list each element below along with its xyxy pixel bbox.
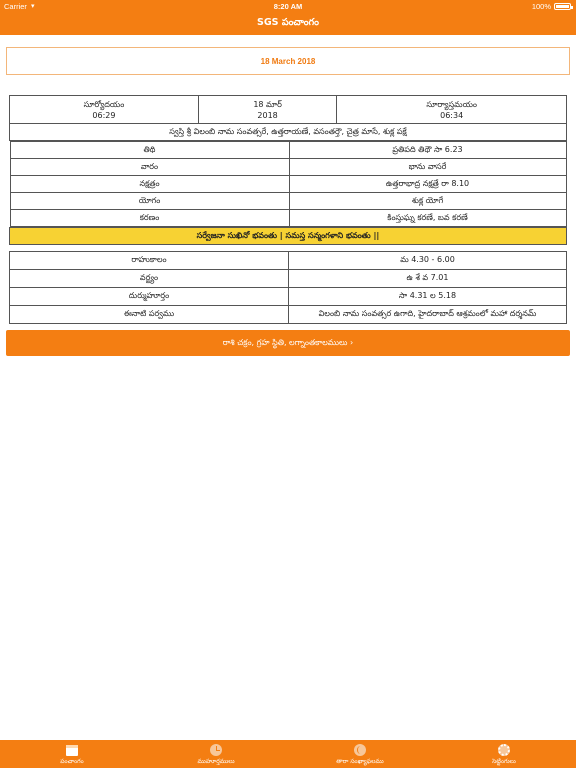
status-bar [0, 0, 576, 13]
blessing-text: సర్వేజనా సుఖినో భవంతు | సమస్త సన్మంగళాని భవంతు || [10, 228, 567, 245]
tithi-label: తిథి [10, 142, 289, 159]
karanam-value: కింస్తుఘ్న కరణే, బవ కరణే [289, 210, 566, 227]
durmuhurtam-value: సా 4.31 ల 5.18 [289, 288, 567, 306]
vaaram-value: భాను వాసరే [289, 159, 566, 176]
tab-settings-label: సెట్టింగులు [492, 758, 516, 765]
panchang-row [10, 141, 567, 228]
app-title: SGS పంచాంగం [257, 17, 319, 28]
battery-percent: 100% [531, 2, 551, 11]
rahukalam-value: మ 4.30 - 6.00 [289, 252, 567, 270]
battery-icon [554, 3, 571, 10]
nakshatram-label: నక్షత్రం [10, 176, 289, 193]
telugu-date-day: 18 మార్ [253, 99, 282, 109]
yogam-value: శుక్ల యోగే [289, 193, 566, 210]
samvatsaram-row [10, 124, 567, 141]
sunset-label: సూర్యాస్తమయం [426, 99, 477, 109]
tab-panchangam-label: పంచాంగం [60, 758, 84, 765]
karanam-label: కరణం [10, 210, 289, 227]
carrier-label: Carrier [4, 2, 27, 11]
festival-value: విలంబి నామ సంవత్సర ఉగాది, హైదరాబాద్ ఆశ్రమంలో మహా దర్శనమ్ [289, 306, 567, 324]
nav-bar [0, 13, 576, 35]
vaaram-label: వారం [10, 159, 289, 176]
varjyam-value: ఉ శే వ 7.01 [289, 270, 567, 288]
date-selector[interactable]: 18 March 2018 [6, 47, 570, 75]
tab-tara-sankhya[interactable] [288, 740, 432, 768]
tab-settings[interactable] [432, 740, 576, 768]
yogam-label: యోగం [10, 193, 289, 210]
gear-icon [497, 743, 511, 757]
varjyam-row [10, 270, 567, 288]
rahukalam-label: రాహుకాలం [10, 252, 289, 270]
nakshatram-value: ఉత్తరాభాద్ర నక్షత్రే రా 8.10 [289, 176, 566, 193]
karanam-row [10, 210, 566, 227]
tab-tara-sankhya-label: తారా సంఖ్యాఫలము [336, 758, 384, 765]
sunset-cell [337, 96, 567, 124]
rahukalam-row [10, 252, 567, 270]
sunrise-time: 06:29 [92, 110, 116, 120]
festival-row [10, 306, 567, 324]
clock-icon [209, 743, 223, 757]
telugu-date-cell [198, 96, 336, 124]
sunrise-label: సూర్యోదయం [83, 99, 125, 109]
sun-row [10, 96, 567, 124]
sunset-time: 06:34 [440, 110, 464, 120]
moon-icon [353, 743, 367, 757]
rasi-chakram-button[interactable]: రాశి చక్రం, గ్రహ స్థితి, లగ్నాంతకాలములు › [6, 330, 570, 356]
sunrise-cell [10, 96, 199, 124]
samvatsaram-text: స్వస్తి శ్రీ విలంబి నామ సంవత్సరే, ఉత్తరాయణే, వసంతర్తౌ, చైత్ర మాసే, శుక్ల పక్షే [10, 124, 567, 141]
blessing-row [10, 228, 567, 245]
tithi-value: ప్రతిపది తిథౌ సా 6.23 [289, 142, 566, 159]
durmuhurtam-row [10, 288, 567, 306]
status-time: 8:20 AM [273, 2, 303, 11]
varjyam-label: వర్జ్యం [10, 270, 289, 288]
calendar-icon [65, 743, 79, 757]
tithi-row [10, 142, 566, 159]
panchang-table [9, 95, 567, 245]
panchang-detail-table [10, 141, 567, 227]
tab-muhurthamulu-label: ముహూర్తములు [197, 758, 235, 765]
tab-panchangam[interactable] [0, 740, 144, 768]
yogam-row [10, 193, 566, 210]
nakshatram-row [10, 176, 566, 193]
tab-bar [0, 740, 576, 768]
timings-table [9, 251, 567, 324]
wifi-icon: ▾ [31, 3, 35, 10]
telugu-date-year: 2018 [257, 110, 278, 120]
tab-muhurthamulu[interactable] [144, 740, 288, 768]
vaaram-row [10, 159, 566, 176]
festival-label: ఈనాటి పర్వము [10, 306, 289, 324]
durmuhurtam-label: దుర్ముహూర్తం [10, 288, 289, 306]
